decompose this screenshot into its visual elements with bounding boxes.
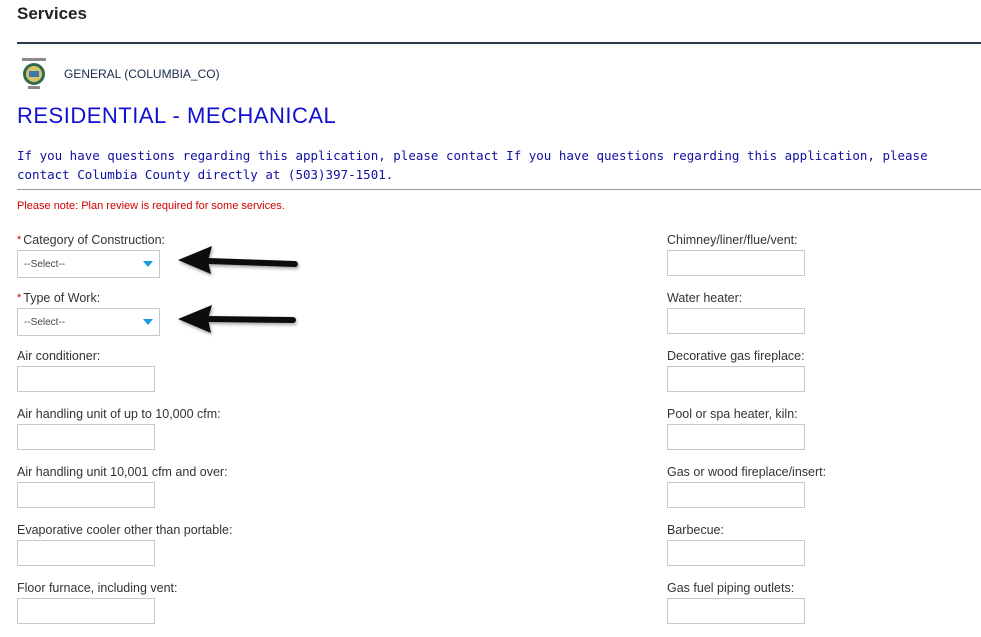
barbecue-field: [667, 522, 805, 566]
plan-review-note: Please note: Plan review is required for some services.: [17, 200, 285, 212]
chimney-input[interactable]: [667, 250, 805, 276]
type-of-work-label-text: Type of Work:: [23, 291, 101, 305]
water-heater-label: Water heater:: [667, 291, 743, 305]
agency-name: GENERAL (COLUMBIA_CO): [64, 67, 220, 81]
pool-heater-field: [667, 406, 805, 450]
pool-heater-label: Pool or spa heater, kiln:: [667, 407, 798, 421]
chevron-down-icon: [143, 261, 153, 267]
decorative-fireplace-field: [667, 348, 805, 392]
gas-wood-fireplace-field: [667, 464, 826, 508]
required-marker: *: [17, 234, 22, 246]
page-title: Services: [17, 4, 87, 23]
columbia-county-seal-icon: [20, 58, 48, 90]
type-of-work-value: --Select--: [24, 316, 66, 328]
barbecue-label: Barbecue:: [667, 523, 724, 537]
decorative-fireplace-input[interactable]: [667, 366, 805, 392]
record-type-heading: RESIDENTIAL - MECHANICAL: [17, 103, 337, 128]
floor-furnace-field: [17, 580, 178, 624]
category-of-construction-select[interactable]: [17, 250, 160, 278]
gas-piping-field: [667, 580, 805, 624]
chimney-field: [667, 232, 805, 276]
chevron-down-icon: [143, 319, 153, 325]
ahu-small-field: [17, 406, 221, 450]
annotation-arrow-icon: [170, 242, 305, 282]
gas-piping-label: Gas fuel piping outlets:: [667, 581, 795, 595]
gas-wood-fireplace-label: Gas or wood fireplace/insert:: [667, 465, 827, 479]
air-conditioner-field: [17, 348, 155, 392]
contact-instructions: If you have questions regarding this application, please contact If you have questions regarding this application, please contact Columbia County directly at (503)397-1501.: [17, 148, 928, 182]
gas-piping-input[interactable]: [667, 598, 805, 624]
required-marker: *: [17, 292, 22, 304]
ahu-small-input[interactable]: [17, 424, 155, 450]
ahu-large-label: Air handling unit 10,001 cfm and over:: [17, 465, 228, 479]
evaporative-cooler-label: Evaporative cooler other than portable:: [17, 523, 233, 537]
annotation-arrow-icon: [170, 300, 305, 340]
air-conditioner-label: Air conditioner:: [17, 349, 101, 363]
category-of-construction-label-text: Category of Construction:: [23, 233, 166, 247]
section-divider: [17, 189, 981, 190]
evaporative-cooler-input[interactable]: [17, 540, 155, 566]
type-of-work-select[interactable]: [17, 308, 160, 336]
category-of-construction-label: [17, 232, 165, 250]
evaporative-cooler-field: [17, 522, 232, 566]
type-of-work-field: [17, 290, 160, 336]
category-of-construction-field: [17, 232, 165, 278]
water-heater-field: [667, 290, 805, 334]
pool-heater-input[interactable]: [667, 424, 805, 450]
gas-wood-fireplace-input[interactable]: [667, 482, 805, 508]
header-divider: [17, 42, 981, 44]
chimney-label: Chimney/liner/flue/vent:: [667, 233, 798, 247]
decorative-fireplace-label: Decorative gas fireplace:: [667, 349, 805, 363]
barbecue-input[interactable]: [667, 540, 805, 566]
floor-furnace-input[interactable]: [17, 598, 155, 624]
ahu-small-label: Air handling unit of up to 10,000 cfm:: [17, 407, 221, 421]
category-of-construction-value: --Select--: [24, 258, 66, 270]
air-conditioner-input[interactable]: [17, 366, 155, 392]
water-heater-input[interactable]: [667, 308, 805, 334]
ahu-large-field: [17, 464, 228, 508]
floor-furnace-label: Floor furnace, including vent:: [17, 581, 178, 595]
ahu-large-input[interactable]: [17, 482, 155, 508]
type-of-work-label: [17, 290, 160, 308]
